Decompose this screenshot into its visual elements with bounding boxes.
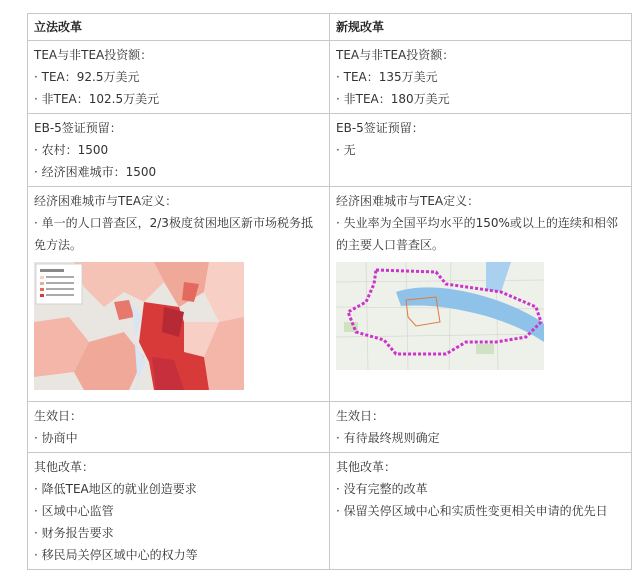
- comparison-table: [27, 13, 632, 570]
- cell-heading: 经济困难城市与TEA定义：: [336, 194, 480, 208]
- table-row-investment: [28, 41, 632, 114]
- cell-item: · 非TEA：180万美元: [336, 92, 450, 106]
- cell-heading: 经济困难城市与TEA定义：: [34, 194, 178, 208]
- cell-item: · 农村：1500: [34, 143, 109, 157]
- cell-item: · 财务报告要求: [34, 526, 114, 540]
- cell-item: · 区域中心监管: [34, 504, 114, 518]
- cell-visa-legislative: [28, 114, 330, 187]
- cell-heading: 生效日：: [34, 409, 83, 423]
- cell-item: · 非TEA：102.5万美元: [34, 92, 160, 106]
- cell-investment-legislative: [28, 41, 330, 114]
- cell-heading: TEA与非TEA投资额：: [336, 48, 455, 62]
- cell-item: · 有待最终规则确定: [336, 431, 440, 445]
- cell-item: · TEA：135万美元: [336, 70, 438, 84]
- cell-investment-regulatory: [330, 41, 632, 114]
- cell-heading: EB-5签证预留：: [34, 121, 122, 135]
- table-row-effective-date: [28, 402, 632, 453]
- table-row-definition: [28, 187, 632, 402]
- tract-map-image: [34, 262, 244, 390]
- cell-other-legislative: [28, 453, 330, 570]
- cell-definition-legislative: [28, 187, 330, 402]
- cell-item: · 协商中: [34, 431, 78, 445]
- header-regulatory-reform: 新规改革: [330, 14, 632, 41]
- cell-heading: 其他改革：: [34, 460, 95, 474]
- cell-heading: 生效日：: [336, 409, 385, 423]
- cell-item: · 降低TEA地区的就业创造要求: [34, 482, 197, 496]
- table-row-other-reforms: [28, 453, 632, 570]
- cell-heading: 其他改革：: [336, 460, 397, 474]
- cell-effective-regulatory: [330, 402, 632, 453]
- header-row: [28, 14, 632, 41]
- cell-heading: EB-5签证预留：: [336, 121, 424, 135]
- table-row-visa: [28, 114, 632, 187]
- cell-item: · 移民局关停区域中心的权力等: [34, 548, 198, 562]
- cell-item: · 失业率为全国平均水平的150%或以上的连续和相邻的主要人口普查区。: [336, 216, 618, 252]
- cell-visa-regulatory: [330, 114, 632, 187]
- cell-heading: TEA与非TEA投资额：: [34, 48, 153, 62]
- cell-effective-legislative: [28, 402, 330, 453]
- boundary-map-image: [336, 262, 544, 370]
- cell-item: · 没有完整的改革: [336, 482, 428, 496]
- header-legislative-reform: 立法改革: [28, 14, 330, 41]
- cell-item: · 无: [336, 143, 356, 157]
- cell-item: · 经济困难城市：1500: [34, 165, 157, 179]
- cell-item: · TEA：92.5万美元: [34, 70, 140, 84]
- cell-other-regulatory: [330, 453, 632, 570]
- cell-definition-regulatory: [330, 187, 632, 402]
- cell-item: · 单一的人口普查区，2/3极度贫困地区新市场税务抵免方法。: [34, 216, 313, 252]
- cell-item: · 保留关停区域中心和实质性变更相关申请的优先日: [336, 504, 608, 518]
